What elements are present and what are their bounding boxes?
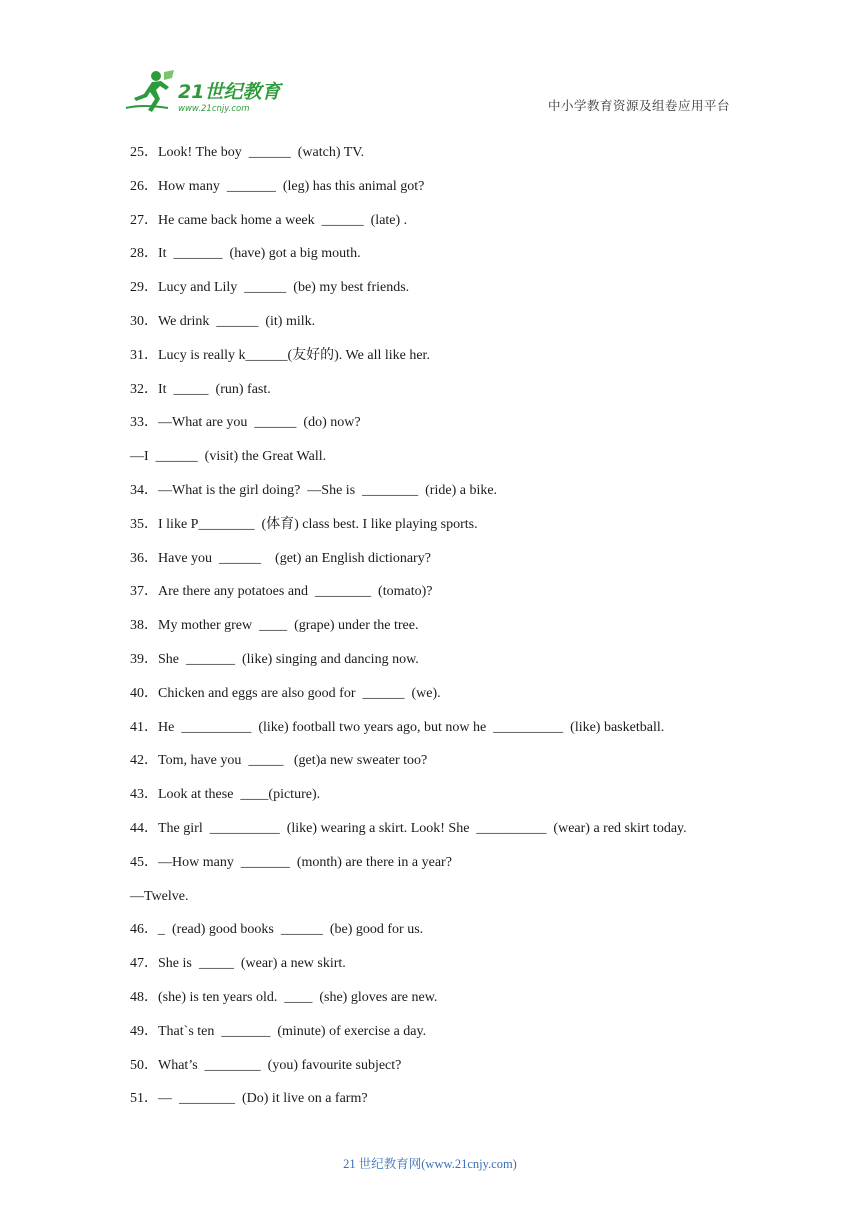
question-item: —I ______ (visit) the Great Wall.	[130, 449, 327, 465]
question-item: 33．—What are you ______ (do) now?	[130, 415, 361, 431]
question-item: 43．Look at these ____(picture).	[130, 787, 321, 803]
question-item: 26．How many _______ (leg) has this animal got?	[130, 178, 425, 194]
question-item: 42．Tom, have you _____ (get)a new sweater too?	[130, 753, 428, 769]
question-item: 46．_ (read) good books ______ (be) good for us.	[130, 922, 424, 938]
question-item: 29．Lucy and Lily ______ (be) my best friends.	[130, 280, 410, 296]
question-item: 31．Lucy is really k______(友好的). We all like her.	[130, 347, 430, 363]
question-item: 28．It _______ (have) got a big mouth.	[130, 246, 361, 262]
question-item: 41．He __________ (like) football two years ago, but now he __________ (like) basketball.	[130, 719, 665, 735]
logo-title: 21世纪教育	[178, 81, 281, 103]
question-item: 47．She is _____ (wear) a new skirt.	[130, 956, 346, 972]
question-item: 27．He came back home a week ______ (late) .	[130, 212, 408, 228]
page-header	[0, 0, 860, 130]
question-item: —Twelve.	[130, 888, 189, 904]
question-item: 36．Have you ______ (get) an English dictionary?	[130, 550, 431, 566]
question-item: 44．The girl __________ (like) wearing a skirt. Look! She __________ (wear) a red skirt today.	[130, 820, 687, 836]
question-item: 37．Are there any potatoes and ________ (tomato)?	[130, 584, 433, 600]
question-item: 51．— ________ (Do) it live on a farm?	[130, 1091, 368, 1107]
logo-url: www.21cnjy.com	[178, 104, 250, 114]
question-item: 49．That`s ten _______ (minute) of exercise a day.	[130, 1023, 427, 1039]
question-item: 25．Look! The boy ______ (watch) TV.	[130, 145, 365, 160]
question-item: 50．What’s ________ (you) favourite subject?	[130, 1057, 402, 1073]
platform-name: 中小学教育资源及组卷应用平台	[547, 98, 730, 113]
question-item: 39．She _______ (like) singing and dancing now.	[130, 651, 419, 667]
page-footer[interactable]: 21 世纪教育网(www.21cnjy.com)	[343, 1157, 517, 1171]
question-item: 38．My mother grew ____ (grape) under the tree.	[130, 618, 419, 634]
question-item: 45．—How many _______ (month) are there in a year?	[130, 854, 452, 870]
question-item: 30．We drink ______ (it) milk.	[130, 313, 316, 329]
question-list	[130, 136, 750, 1116]
question-item: 32．It _____ (run) fast.	[130, 381, 271, 397]
question-item: 48．(she) is ten years old. ____ (she) gloves are new.	[130, 989, 438, 1005]
question-item: 35．I like P________ (体育) class best. I like playing sports.	[130, 516, 478, 532]
header-divider	[122, 118, 734, 119]
question-item: 34．—What is the girl doing? —She is ________ (ride) a bike.	[130, 482, 498, 498]
site-logo[interactable]	[122, 68, 292, 114]
runner-logo-icon	[122, 68, 292, 114]
question-item: 40．Chicken and eggs are also good for ______ (we).	[130, 685, 441, 701]
